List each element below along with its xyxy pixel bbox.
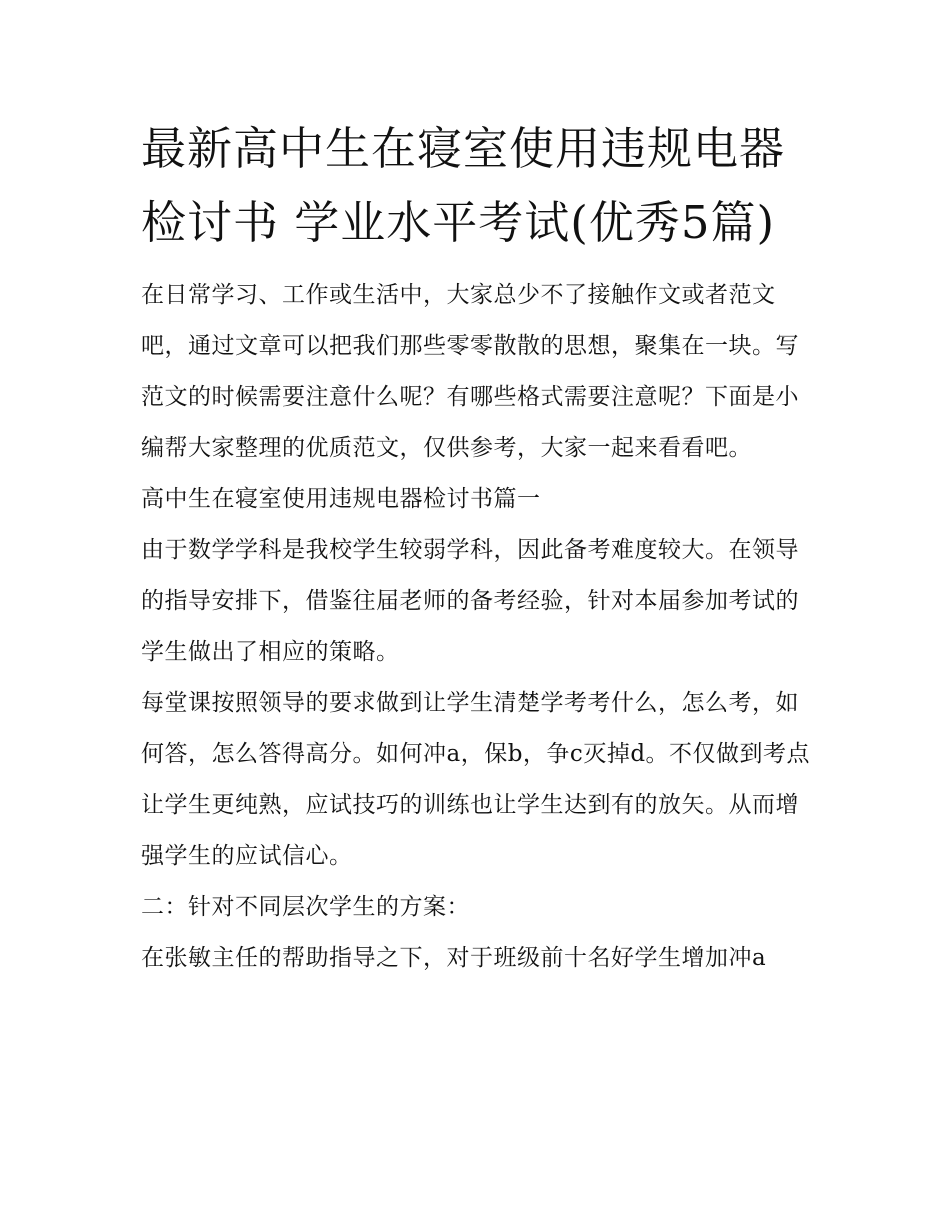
section-heading: 高中生在寝室使用违规电器检讨书篇一 [141,486,541,512]
document-page [141,112,813,984]
document-title: 最新高中生在寝室使用违规电器检讨书 学业水平考试(优秀5篇) [141,122,786,249]
body-paragraph: 在张敏主任的帮助指导之下，对于班级前十名好学生增加冲a [141,945,767,971]
subheading-paragraph: 二：针对不同层次学生的方案： [141,894,470,920]
intro-paragraph: 在日常学习、工作或生活中，大家总少不了接触作文或者范文吧，通过文章可以把我们那些零零散散的思想，聚集在一块。写范文的时候需要注意什么呢？有哪些格式需要注意呢？下面是小编帮大家整理的优质范文，仅供参考，大家一起来看看吧。 [141,282,799,461]
body-paragraph: 每堂课按照领导的要求做到让学生清楚学考考什么，怎么考，如何答，怎么答得高分。如何冲a，保b，争c灭掉d。不仅做到考点让学生更纯熟，应试技巧的训练也让学生达到有的放矢。从而增强学生的应试信心。 [141,690,811,869]
body-paragraph: 由于数学学科是我校学生较弱学科，因此备考难度较大。在领导的指导安排下，借鉴往届老师的备考经验，针对本届参加考试的学生做出了相应的策略。 [141,537,799,665]
